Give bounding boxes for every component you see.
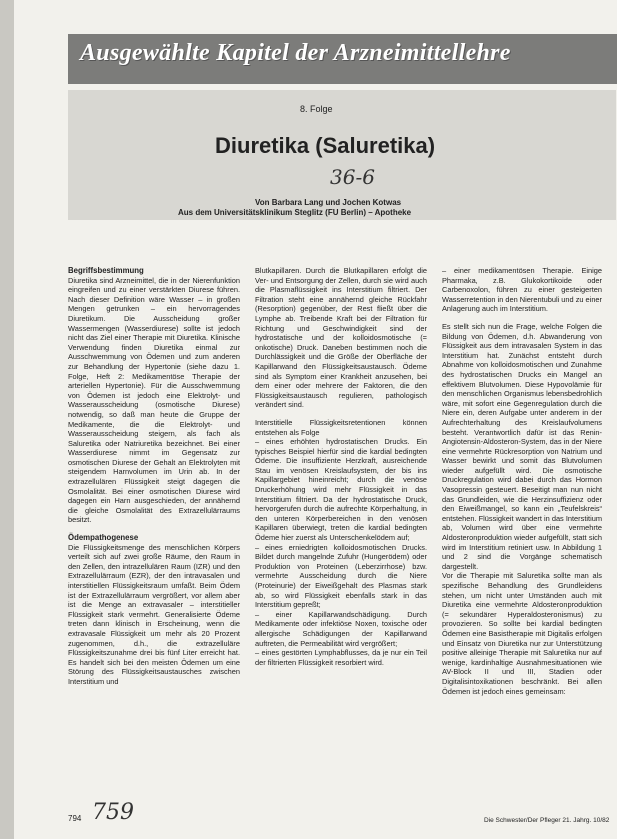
text-column-2 bbox=[255, 266, 427, 667]
paragraph: Diuretika sind Arzneimittel, die in der Nierenfunktion eingreifen und zu einer verstärkten Diurese führen. Nach dieser Definition wäre Wasser – in großen Mengen getrunken – ein hervorragendes Diuretikum. Die Ausscheidung großer Wassermengen (Wasserdiurese) sollte ist jedoch nicht das Ziel einer Therapie mit Diuretika. Klinische Verwendung finden Diuretika einmal zur Ausschwemmung von Ödemen und zum anderen zur Behandlung der Hypertonie (siehe dazu 1. Folge, Heft 2: Medikamentöse Therapie der arteriellen Hypertonie). Für die Ausschwemmung von Ödemen ist jedoch eine Elektrolyt- und Wasserausscheidung (osmotische Diurese) notwendig, so daß man heute die Gruppe der Medikamente, die die Elektrolyt- und Wasserausscheidung steigern, als fach als Saluretika oder Natriuretika bezeichnet. Bei einer Wasserdiurese nimmt im Gegensatz zur osmotischen Diurese der Gehalt an Elektrolyten mit steigendem Harnvolumen im Urin ab. In der extrazellulären Flüssigkeit steigt dagegen die Osmolalität. Bei einer osmotischen Diurese wird dagegen ein Harn ausgeschieden, der annähernd die gleiche Osmolalität des Extrazellulärraums besitzt. bbox=[68, 275, 240, 525]
text-column-3 bbox=[442, 266, 602, 696]
scan-edge-shadow bbox=[0, 0, 14, 839]
paragraph: Es stellt sich nun die Frage, welche Folgen die Bildung von Ödemen, d.h. Abwanderung von Flüssigkeit aus dem intravasalen System in das Interstitium hat. Zunächst entsteht durch Abnahme von kolloidosmotischen und Zunahme des hydrostatischen Drucks ein Mangel an effektivem Blutvolumen. Diese Hypovolämie für den menschlichen Organismus lebensbedrohlich wäre, mit sofort eine Gegenregulation durch die Niere ein, deren Aufgabe unter anderem in der Aufrechterhaltung des Kreislaufvolumens besteht. Verantwortlich dafür ist das Renin-Angiotensin-Aldosteron-System, das in der Niere eine vermehrte Rückresorption von Natrium und Wasser bewirkt und somit das Blutvolumen wieder aufgefüllt wird. Die osmotische Druckregulation wird dabei durch das Hormon Vasopressin gesteuert. Beseitigt man nun nicht das Grundleiden, wie die Herzinsuffizienz oder den Eiweißmangel, so kann ein „Teufelskreis“ entstehen. Flüssigkeit wandert in das Interstitium ab, Volumen wird über eine vermehrte Aldosteronproduktion wieder aufgefüllt, statt sich wird im Interstitium retiniert usw. In Abbildung 1 und 2 sind die Vorgänge schematisch dargestellt. bbox=[442, 321, 602, 571]
section-heading-definition: Begriffsbestimmung bbox=[68, 266, 144, 275]
handwritten-page-number: 759 bbox=[92, 800, 134, 825]
list-item: – einer Kapillarwandschädigung. Durch Medikamente oder infektiöse Noxen, toxische oder allergische Schädigungen der Kapillarwand auftreten, die Permeabilität wird vergrößert; bbox=[255, 609, 427, 648]
paragraph: Blutkapillaren. Durch die Blutkapillaren erfolgt die Ver- und Entsorgung der Zellen, durch sie wird auch die Plasmaflüssigkeit ins Interstitium filtriert. Der Filtration steht eine annähernd gleiche Rückfahr (Resorption) gegenüber, der Rest fließt über die Lymphe ab. Treibende Kraft bei der Filtration für Richtung und Geschwindigkeit sind der hydrostatische und der kolloidosmotische (= onkotische) Druck. Daneben bestimmen noch die Durchlässigkeit und die Größe der Oberfläche der Kapillarwand den Flüssigkeitsaustausch. Ödeme sind als Symptom einer Krankheit anzusehen, bei dem einer oder mehrere der Faktoren, die den Flüssigkeitsaustausch regulieren, pathologisch verändert sind. bbox=[255, 266, 427, 410]
list-item: – eines gestörten Lymphabflusses, da je nur ein Teil der filtrierten Flüssigkeit resorbiert wird. bbox=[255, 648, 427, 667]
paragraph: Interstitielle Flüssigkeitsretentionen können entstehen als Folge bbox=[255, 417, 427, 437]
journal-reference: Die Schwester/Der Pfleger 21. Jahrg. 10/82 bbox=[484, 817, 610, 824]
section-heading-pathogenesis: Ödempathogenese bbox=[68, 533, 139, 543]
list-item: – einer medikamentösen Therapie. Einige Pharmaka, z.B. Glukokortikoide oder Carbenoxolon, führen zu einer gesteigerten Wasserretention in den Nierentubuli und zu einer Anlagerung auch im Interstitium. bbox=[442, 266, 602, 314]
series-title: Ausgewählte Kapitel der Arzneimittellehre bbox=[80, 40, 511, 66]
page-number: 794 bbox=[68, 814, 82, 823]
text-column-1 bbox=[68, 266, 240, 687]
article-title: Diuretika (Saluretika) bbox=[215, 133, 436, 158]
installment-label: 8. Folge bbox=[300, 104, 333, 114]
handwritten-reference: 36-6 bbox=[330, 165, 375, 189]
authors-line: Von Barbara Lang und Jochen Kotwas bbox=[255, 198, 402, 207]
affiliation-line: Aus dem Universitätsklinikum Steglitz (FU Berlin) – Apotheke bbox=[178, 208, 412, 217]
paragraph: Die Flüssigkeitsmenge des menschlichen Körpers verteilt sich auf zwei große Räume, den Raum in den Zellen, den intrazellulären Raum (IZR) und den Extrazellulärraum (EZR), der den intravasalen und interstitiellen Flüssigkeitsraum umfaßt. Beim Ödem ist der Extrazellulärraum vergrößert, vor allem aber ist die Menge an extravasaler – interstitieller Flüssigkeit stark vermehrt. Generalisierte Ödeme treten dann klinisch in Erscheinung, wenn die extravasale Flüssigkeit um mehr als 20 Prozent zugenommen, d.h., die extrazelluläre Flüssigkeitszunahme drei bis fünf Liter erreicht hat. Es handelt sich bei den meisten Ödemen um eine Störung des Flüssigkeitsaustausches zwischen Interstitium und bbox=[68, 542, 240, 686]
list-item: – eines erniedrigten kolloidosmotischen Drucks. Bildet durch mangelnde Zufuhr (Hungerödem) oder Produktion von Proteinen (Leberzirrhose) bzw. vermehrte Ausscheidung durch die Niere (Proteinurie) der Eiweißgehalt des Plasmas stark ab, so wird Flüssigkeit ebenfalls stark in das Interstitium gepreßt; bbox=[255, 542, 427, 610]
paragraph: Vor die Therapie mit Saluretika sollte man als spezifische Behandlung des Grundleidens stehen, um nicht unter Umständen auch mit Diuretika eine vermehrte Aldosteronproduktion (= sekundärer Hyperaldosteronismus) zu provozieren. So sollte bei kardial bedingten Ödemen eine Basistherapie mit Digitalis erfolgen und Einsatz von Diuretika nur zur Unterstützung positive alleinige Therapie mit Saluretika nur auf wenige, kardinhaltige Ausnahmesituationen wie AV-Block II und III, Stadien oder Digitalisintoxikationen beschränkt. Bei allen Ödemen ist jedoch eines gemeinsam: bbox=[442, 571, 602, 696]
list-item: – eines erhöhten hydrostatischen Drucks. Ein typisches Beispiel hierfür sind die kardial bedingten Ödeme. Die insuffiziente Herzkraft, ausreichende Stau im venösen Kreislaufsystem, der bis ins Kapillargebiet hineinreicht; durch die venöse Druckerhöhung wird mehr Flüssigkeit in das Interstitium filtriert. Da der hydrostatische Druck, hervorgerufen durch die aufrechte Körperhaltung, in den unteren Körperbereichen in den venösen Kapillaren überwiegt, treten die kardial bedingten Ödeme hier zuerst als Unterschenkelödem auf; bbox=[255, 437, 427, 543]
